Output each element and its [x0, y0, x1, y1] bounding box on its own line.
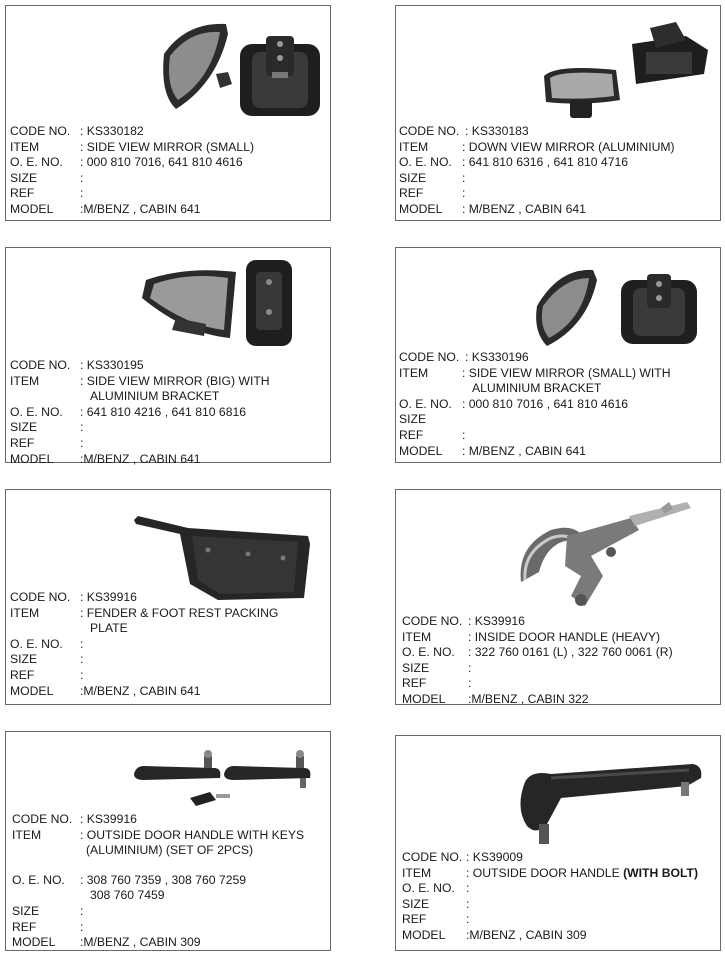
model-value: :M/BENZ , CABIN 309 — [80, 935, 201, 950]
item-label: ITEM — [402, 629, 432, 644]
oe-label: O. E. NO. — [10, 155, 63, 170]
oe-label: O. E. NO. — [399, 155, 452, 170]
code-label: CODE NO. — [402, 614, 463, 628]
side-mirror-small-image — [156, 14, 326, 124]
size-value: : — [80, 170, 84, 185]
oe-label: O. E. NO. — [402, 881, 455, 896]
code-value: : KS330183 — [465, 124, 529, 138]
side-mirror-small-bracket-image — [531, 262, 711, 352]
item-value: : DOWN VIEW MIRROR (ALUMINIUM) — [462, 139, 675, 154]
size-value: : — [80, 420, 84, 435]
ref-label: REF — [12, 919, 37, 934]
ref-value: : — [462, 427, 466, 442]
inside-door-handle-image — [511, 496, 701, 614]
code-value: : KS39916 — [468, 614, 525, 628]
item-label: ITEM — [402, 865, 432, 880]
model-label: MODEL — [12, 935, 56, 950]
code-label: CODE NO. — [399, 124, 460, 138]
code-value: : KS39916 — [80, 812, 137, 826]
item-value-line2: PLATE — [90, 621, 128, 636]
size-label: SIZE — [12, 903, 40, 918]
ref-value: : — [80, 667, 84, 682]
oe-label: O. E. NO. — [10, 636, 63, 651]
item-value: : OUTSIDE DOOR HANDLE WITH KEYS — [80, 827, 305, 842]
item-value-line2: (ALUMINIUM) (SET OF 2PCS) — [86, 843, 254, 858]
model-label: MODEL — [10, 451, 54, 466]
down-view-mirror-image — [536, 14, 716, 124]
item-value: : INSIDE DOOR HANDLE (HEAVY) — [468, 629, 661, 644]
code-label: CODE NO. — [10, 590, 71, 604]
product-card-1 — [5, 5, 331, 221]
code-value: : KS39009 — [466, 850, 523, 864]
model-label: MODEL — [402, 691, 446, 706]
size-value: : — [80, 652, 84, 667]
oe-value: : — [466, 881, 470, 896]
item-label: ITEM — [10, 605, 40, 620]
model-label: MODEL — [399, 443, 443, 458]
ref-label: REF — [402, 912, 427, 927]
model-value: :M/BENZ , CABIN 641 — [80, 201, 201, 216]
ref-label: REF — [399, 427, 424, 442]
ref-label: REF — [402, 676, 427, 691]
item-value-bold: (WITH BOLT) — [623, 865, 699, 880]
side-mirror-big-image — [136, 258, 326, 348]
product-card-3 — [5, 247, 331, 466]
size-label: SIZE — [10, 652, 38, 667]
item-value-group — [80, 374, 270, 405]
size-value: : — [462, 170, 466, 185]
model-label: MODEL — [10, 201, 54, 216]
size-label: SIZE — [10, 420, 38, 435]
outside-door-handle-bolt-image — [511, 752, 711, 852]
fender-foot-rest-plate-image — [128, 514, 318, 604]
model-label: MODEL — [402, 927, 446, 942]
code-value: : KS39916 — [80, 590, 137, 604]
code-label: CODE NO. — [402, 850, 463, 864]
oe-value: : 000 810 7016 , 641 810 4616 — [462, 396, 629, 411]
ref-value: : — [466, 912, 470, 927]
oe-value: : 308 760 7359 , 308 760 7259 — [80, 872, 247, 887]
oe-value: : — [80, 636, 84, 651]
item-value: : SIDE VIEW MIRROR (SMALL) — [80, 139, 255, 154]
model-value: :M/BENZ , CABIN 641 — [80, 451, 201, 466]
ref-value: : — [80, 435, 84, 450]
product-card-8 — [395, 735, 721, 951]
product-card-4 — [395, 247, 721, 463]
outside-door-handle-keys-image — [130, 746, 320, 812]
code-label: CODE NO. — [399, 350, 460, 364]
ref-label: REF — [10, 435, 35, 450]
code-value: : KS330196 — [465, 350, 529, 364]
item-value-group — [80, 606, 278, 637]
oe-value: : 641 810 6316 , 641 810 4716 — [462, 155, 629, 170]
ref-label: REF — [10, 667, 35, 682]
size-label: SIZE — [399, 170, 427, 185]
ref-label: REF — [10, 186, 35, 201]
ref-value: : — [462, 186, 466, 201]
product-card-5 — [5, 489, 331, 705]
oe-label: O. E. NO. — [402, 645, 455, 660]
oe-value: : 000 810 7016, 641 810 4616 — [80, 155, 243, 170]
oe-value: : 322 760 0161 (L) , 322 760 0061 (R) — [468, 645, 673, 660]
size-value: : — [466, 896, 470, 911]
size-label: SIZE — [402, 896, 430, 911]
item-value-group — [462, 366, 671, 397]
item-label: ITEM — [399, 139, 429, 154]
item-label: ITEM — [399, 365, 429, 380]
model-label: MODEL — [399, 201, 443, 216]
product-card-7 — [5, 731, 331, 951]
model-value: :M/BENZ , CABIN 641 — [80, 683, 201, 698]
code-value: : KS330182 — [80, 124, 144, 138]
oe-label: O. E. NO. — [399, 396, 452, 411]
item-value-group — [80, 828, 304, 859]
item-label: ITEM — [10, 139, 40, 154]
model-label: MODEL — [10, 683, 54, 698]
ref-value: : — [80, 919, 84, 934]
ref-value: : — [80, 186, 84, 201]
product-card-2 — [395, 5, 721, 221]
item-label: ITEM — [12, 827, 42, 842]
model-value: :M/BENZ , CABIN 309 — [466, 927, 587, 942]
item-value: : SIDE VIEW MIRROR (SMALL) WITH — [462, 365, 671, 380]
model-value: : M/BENZ , CABIN 641 — [462, 443, 586, 458]
oe-value-group — [80, 873, 246, 904]
size-value: : — [468, 660, 472, 675]
code-label: CODE NO. — [10, 358, 71, 372]
item-value-group — [466, 866, 698, 882]
oe-value: : 641 810 4216 , 641 810 6816 — [80, 404, 247, 419]
size-label: SIZE — [402, 660, 430, 675]
ref-value: : — [468, 676, 472, 691]
size-label: SIZE — [10, 170, 38, 185]
ref-label: REF — [399, 186, 424, 201]
size-label: SIZE — [399, 412, 427, 427]
oe-label: O. E. NO. — [12, 872, 65, 887]
code-label: CODE NO. — [12, 812, 73, 826]
item-value: : FENDER & FOOT REST PACKING — [80, 605, 279, 620]
item-value: : SIDE VIEW MIRROR (BIG) WITH — [80, 373, 270, 388]
code-label: CODE NO. — [10, 124, 71, 138]
size-value: : — [80, 903, 84, 918]
item-label: ITEM — [10, 373, 40, 388]
item-value: : OUTSIDE DOOR HANDLE — [466, 865, 624, 880]
oe-value-line2: 308 760 7459 — [90, 888, 165, 903]
item-value-line2: ALUMINIUM BRACKET — [472, 381, 602, 396]
model-value: : M/BENZ , CABIN 641 — [462, 201, 586, 216]
model-value: :M/BENZ , CABIN 322 — [468, 691, 589, 706]
item-value-line2: ALUMINIUM BRACKET — [90, 389, 220, 404]
oe-label: O. E. NO. — [10, 404, 63, 419]
code-value: : KS330195 — [80, 358, 144, 372]
product-card-6 — [395, 489, 721, 705]
